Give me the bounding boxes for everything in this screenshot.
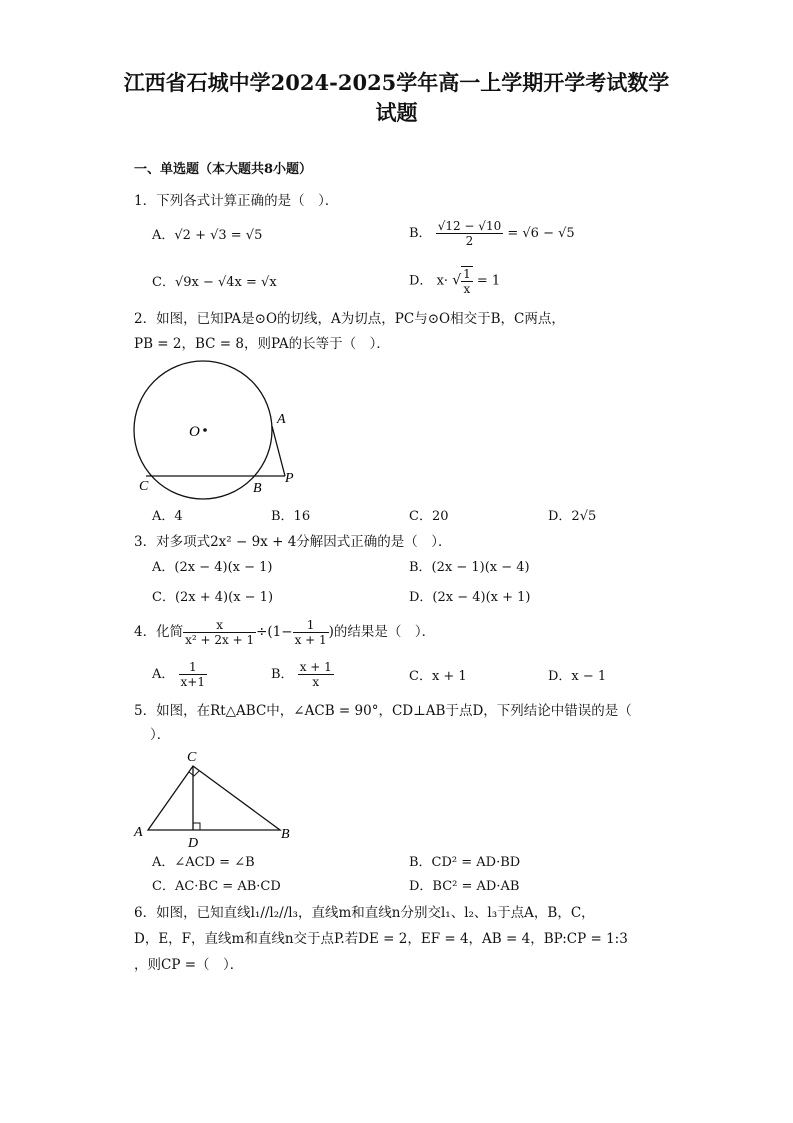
q5-option-b: B．CD² = AD·BD (409, 855, 521, 870)
q5-option-a: A．∠ACD = ∠B (152, 855, 255, 870)
q5-right-angle-c (189, 771, 199, 776)
q2-stem-line1: 2．如图，已知PA是⊙O的切线，A为切点，PC与⊙O相交于B，C两点， (134, 311, 565, 327)
q2-option-a: A．4 (152, 509, 183, 524)
q5-label-b: B (281, 827, 290, 842)
q5-label-a: A (134, 825, 143, 840)
q1-option-b-label: B． (409, 226, 432, 241)
q3-option-c: C．(2x + 4)(x − 1) (152, 590, 274, 605)
doc-title-line1: 江西省石城中学2024-2025学年高一上学期开学考试数学 (123, 70, 670, 95)
q4-option-b-fraction (298, 660, 334, 689)
q1-option-d-label: D． (409, 273, 433, 289)
q4-fraction-2 (293, 618, 329, 647)
q4-stem (134, 618, 435, 647)
q2-label-b: B (253, 481, 262, 496)
doc-title-line2: 试题 (375, 100, 418, 125)
q2-tangent-pa (272, 426, 285, 476)
q2-circle (134, 361, 272, 499)
q2-center-dot (203, 428, 207, 432)
q1-d-numerator: 1 (463, 267, 471, 281)
q1-option-b-rest: = √6 − √5 (507, 226, 575, 241)
q2-stem-line2: PB = 2，BC = 8，则PA的长等于（ ）． (134, 336, 390, 352)
q1-b-denominator: 2 (465, 234, 474, 248)
q5-triangle (148, 766, 280, 830)
q3-option-a: A．(2x − 4)(x − 1) (152, 560, 273, 575)
q2-label-o: O (189, 424, 200, 440)
q5-option-c: C．AC·BC = AB·CD (152, 879, 281, 894)
q1-option-b (409, 219, 575, 248)
q1-stem: 1．下列各式计算正确的是（ ）． (134, 193, 339, 209)
q1-d-denominator: x (463, 282, 471, 296)
sqrt-sign: √ (452, 272, 462, 289)
q5-option-d: D．BC² = AD·AB (409, 879, 520, 894)
q1-b-numerator: √12 − √10 (437, 219, 502, 233)
q4-fraction-1 (183, 618, 256, 647)
q4-b-numerator: x + 1 (299, 660, 332, 674)
q1-option-d-rest: = 1 (476, 273, 501, 289)
q2-option-d: D．2√5 (548, 509, 597, 524)
q5-right-angle-d (193, 823, 200, 830)
q4-option-d: D．x − 1 (548, 669, 607, 684)
q4-f2-numerator: 1 (293, 618, 329, 633)
q4-stem-mid: ÷(1− (256, 624, 293, 640)
q1-option-d-fraction (461, 266, 473, 296)
q4-f1-denominator: x² + 2x + 1 (185, 633, 255, 647)
q2-option-c: C．20 (409, 509, 449, 524)
q4-f2-denominator: x + 1 (294, 633, 327, 647)
q3-option-b: B．(2x − 1)(x − 4) (409, 560, 530, 575)
q5-figure (128, 744, 298, 852)
q4-f1-numerator: x (183, 618, 256, 633)
q2-label-c: C (139, 479, 149, 494)
q4-b-denominator: x (312, 675, 320, 689)
q6-stem-line3: ，则CP =（ ）． (134, 957, 244, 973)
q1-option-c: C．√9x − √4x = √x (152, 275, 277, 290)
q5-stem-line2: ）． (150, 727, 171, 743)
section-heading: 一、单选题（本大题共8小题） (134, 162, 313, 177)
q4-a-denominator: x+1 (180, 675, 205, 689)
q4-stem-post: )的结果是（ ）． (328, 624, 436, 640)
q1-option-d (409, 266, 500, 296)
q3-stem: 3．对多项式2x² − 9x + 4分解因式正确的是（ ）． (134, 534, 452, 550)
q5-label-d: D (188, 836, 199, 851)
q2-label-a: A (277, 412, 286, 427)
q6-stem-line2: D，E，F，直线m和直线n交于点P.若DE = 2，EF = 4，AB = 4，BP:CP = 1:3 (134, 931, 628, 947)
q3-option-d: D．(2x − 4)(x + 1) (409, 590, 531, 605)
q5-label-c: C (187, 750, 197, 765)
q4-option-a-label: A． (152, 667, 175, 682)
q4-a-numerator: 1 (179, 660, 207, 675)
q4-option-c: C．x + 1 (409, 669, 467, 684)
q1-option-a: A．√2 + √3 = √5 (152, 228, 263, 243)
q1-option-d-pre: x· (436, 273, 449, 289)
q5-stem-line1: 5．如图，在Rt△ABC中，∠ACB = 90°，CD⊥AB于点D，下列结论中错误的是（ (134, 703, 632, 719)
q6-stem-line1: 6．如图，已知直线l₁//l₂//l₃，直线m和直线n分别交l₁、l₂、l₃于点A，B，C， (134, 905, 595, 921)
q4-option-a (152, 660, 207, 689)
q2-option-b: B．16 (271, 509, 311, 524)
q1-option-b-fraction (436, 219, 504, 248)
q4-option-b (271, 660, 334, 689)
q4-option-b-label: B． (271, 667, 294, 682)
q4-stem-pre: 4．化简 (134, 624, 184, 640)
q2-figure (125, 360, 305, 500)
q2-label-p: P (285, 471, 294, 486)
q4-option-a-fraction (179, 660, 207, 689)
